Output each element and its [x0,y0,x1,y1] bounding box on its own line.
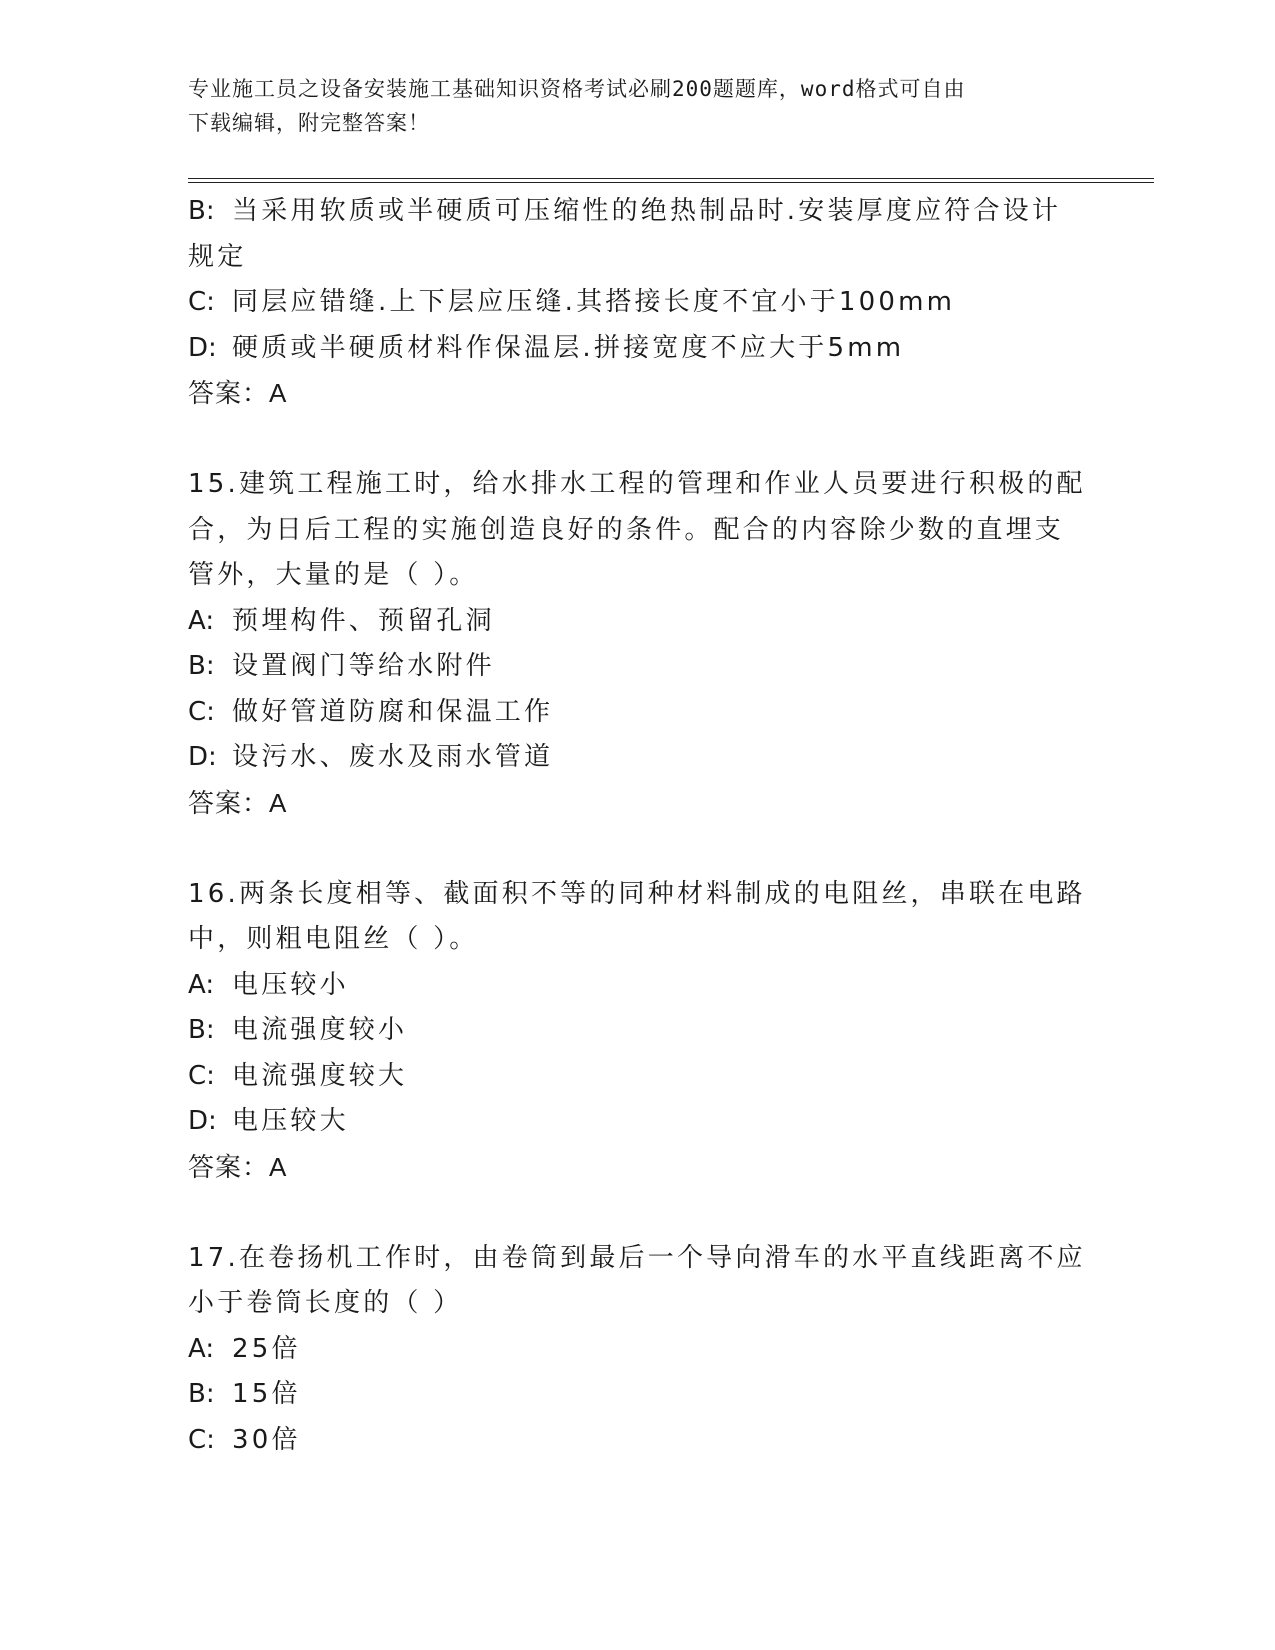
answer-line: 答案：A [188,1151,288,1182]
option-label: D: [188,742,217,772]
option-label: C: [188,287,215,317]
answer-line: 答案：A [188,378,288,408]
spacer [188,417,1088,463]
option-d [188,1099,1088,1145]
option-b [188,644,1088,690]
option-text: 预埋构件、预留孔洞 [232,605,495,636]
answer-line: 答案：A [188,787,288,818]
question-stem: 17.在卷扬机工作时，由卷筒到最后一个导向滑车的水平直线距离不应 [188,1242,1086,1273]
header-divider [188,182,1154,183]
question-17 [188,1236,1088,1464]
question-fragment [188,189,1088,417]
option-c [188,1418,1088,1464]
option-a [188,599,1088,645]
question-stem: 管外，大量的是（ ）。 [188,560,479,590]
option-label: B: [188,1379,215,1409]
option-c [188,1054,1088,1100]
option-c [188,690,1088,736]
option-label: D: [188,1106,217,1136]
question-15 [188,462,1088,826]
option-text: 电压较小 [232,969,349,1000]
option-text: 30倍 [232,1424,301,1455]
header-line: 下载编辑，附完整答案！ [188,111,430,135]
spacer [188,826,1088,872]
option-text: 15倍 [232,1379,301,1409]
question-stem: 小于卷筒长度的（ ） [188,1288,463,1318]
question-list [188,189,1088,1463]
option-a [188,963,1088,1009]
option-d [188,326,1088,372]
option-b [188,1008,1088,1054]
option-text: 做好管道防腐和保温工作 [232,696,554,727]
option-label: A: [188,605,215,636]
question-16 [188,872,1088,1191]
option-text: 同层应错缝.上下层应压缝.其搭接长度不宜小于100mm [232,287,956,317]
option-b [188,189,1088,235]
spacer [188,1190,1088,1236]
option-text: 电压较大 [232,1106,349,1136]
option-label: C: [188,1060,215,1091]
option-label: B: [188,1015,215,1045]
option-label: B: [188,196,215,226]
option-b [188,1372,1088,1418]
document-header [188,72,1088,140]
option-label: B: [188,651,215,681]
option-a [188,1327,1088,1373]
question-stem: 合，为日后工程的实施创造良好的条件。配合的内容除少数的直埋支 [188,514,1065,545]
option-label: C: [188,696,215,727]
option-text: 25倍 [232,1333,301,1364]
option-c [188,280,1088,326]
header-line: 专业施工员之设备安装施工基础知识资格考试必刷200题题库，word格式可自由 [188,77,966,101]
option-text: 硬质或半硬质材料作保温层.拼接宽度不应大于5mm [232,332,905,363]
option-text: 电流强度较小 [232,1015,408,1045]
option-text: 电流强度较大 [232,1060,408,1091]
option-label: C: [188,1424,215,1455]
question-stem: 16.两条长度相等、截面积不等的同种材料制成的电阻丝，串联在电路 [188,878,1086,909]
option-label: D: [188,332,217,363]
question-stem: 15.建筑工程施工时，给水排水工程的管理和作业人员要进行积极的配 [188,469,1086,499]
option-label: A: [188,969,215,1000]
header-divider [188,178,1154,179]
option-text-continued: 规定 [188,241,247,272]
question-stem: 中，则粗电阻丝（ ）。 [188,924,479,954]
option-label: A: [188,1333,215,1364]
option-text: 设置阀门等给水附件 [232,651,495,681]
option-d [188,735,1088,781]
option-text: 当采用软质或半硬质可压缩性的绝热制品时.安装厚度应符合设计 [232,196,1062,226]
option-text: 设污水、废水及雨水管道 [232,742,554,772]
